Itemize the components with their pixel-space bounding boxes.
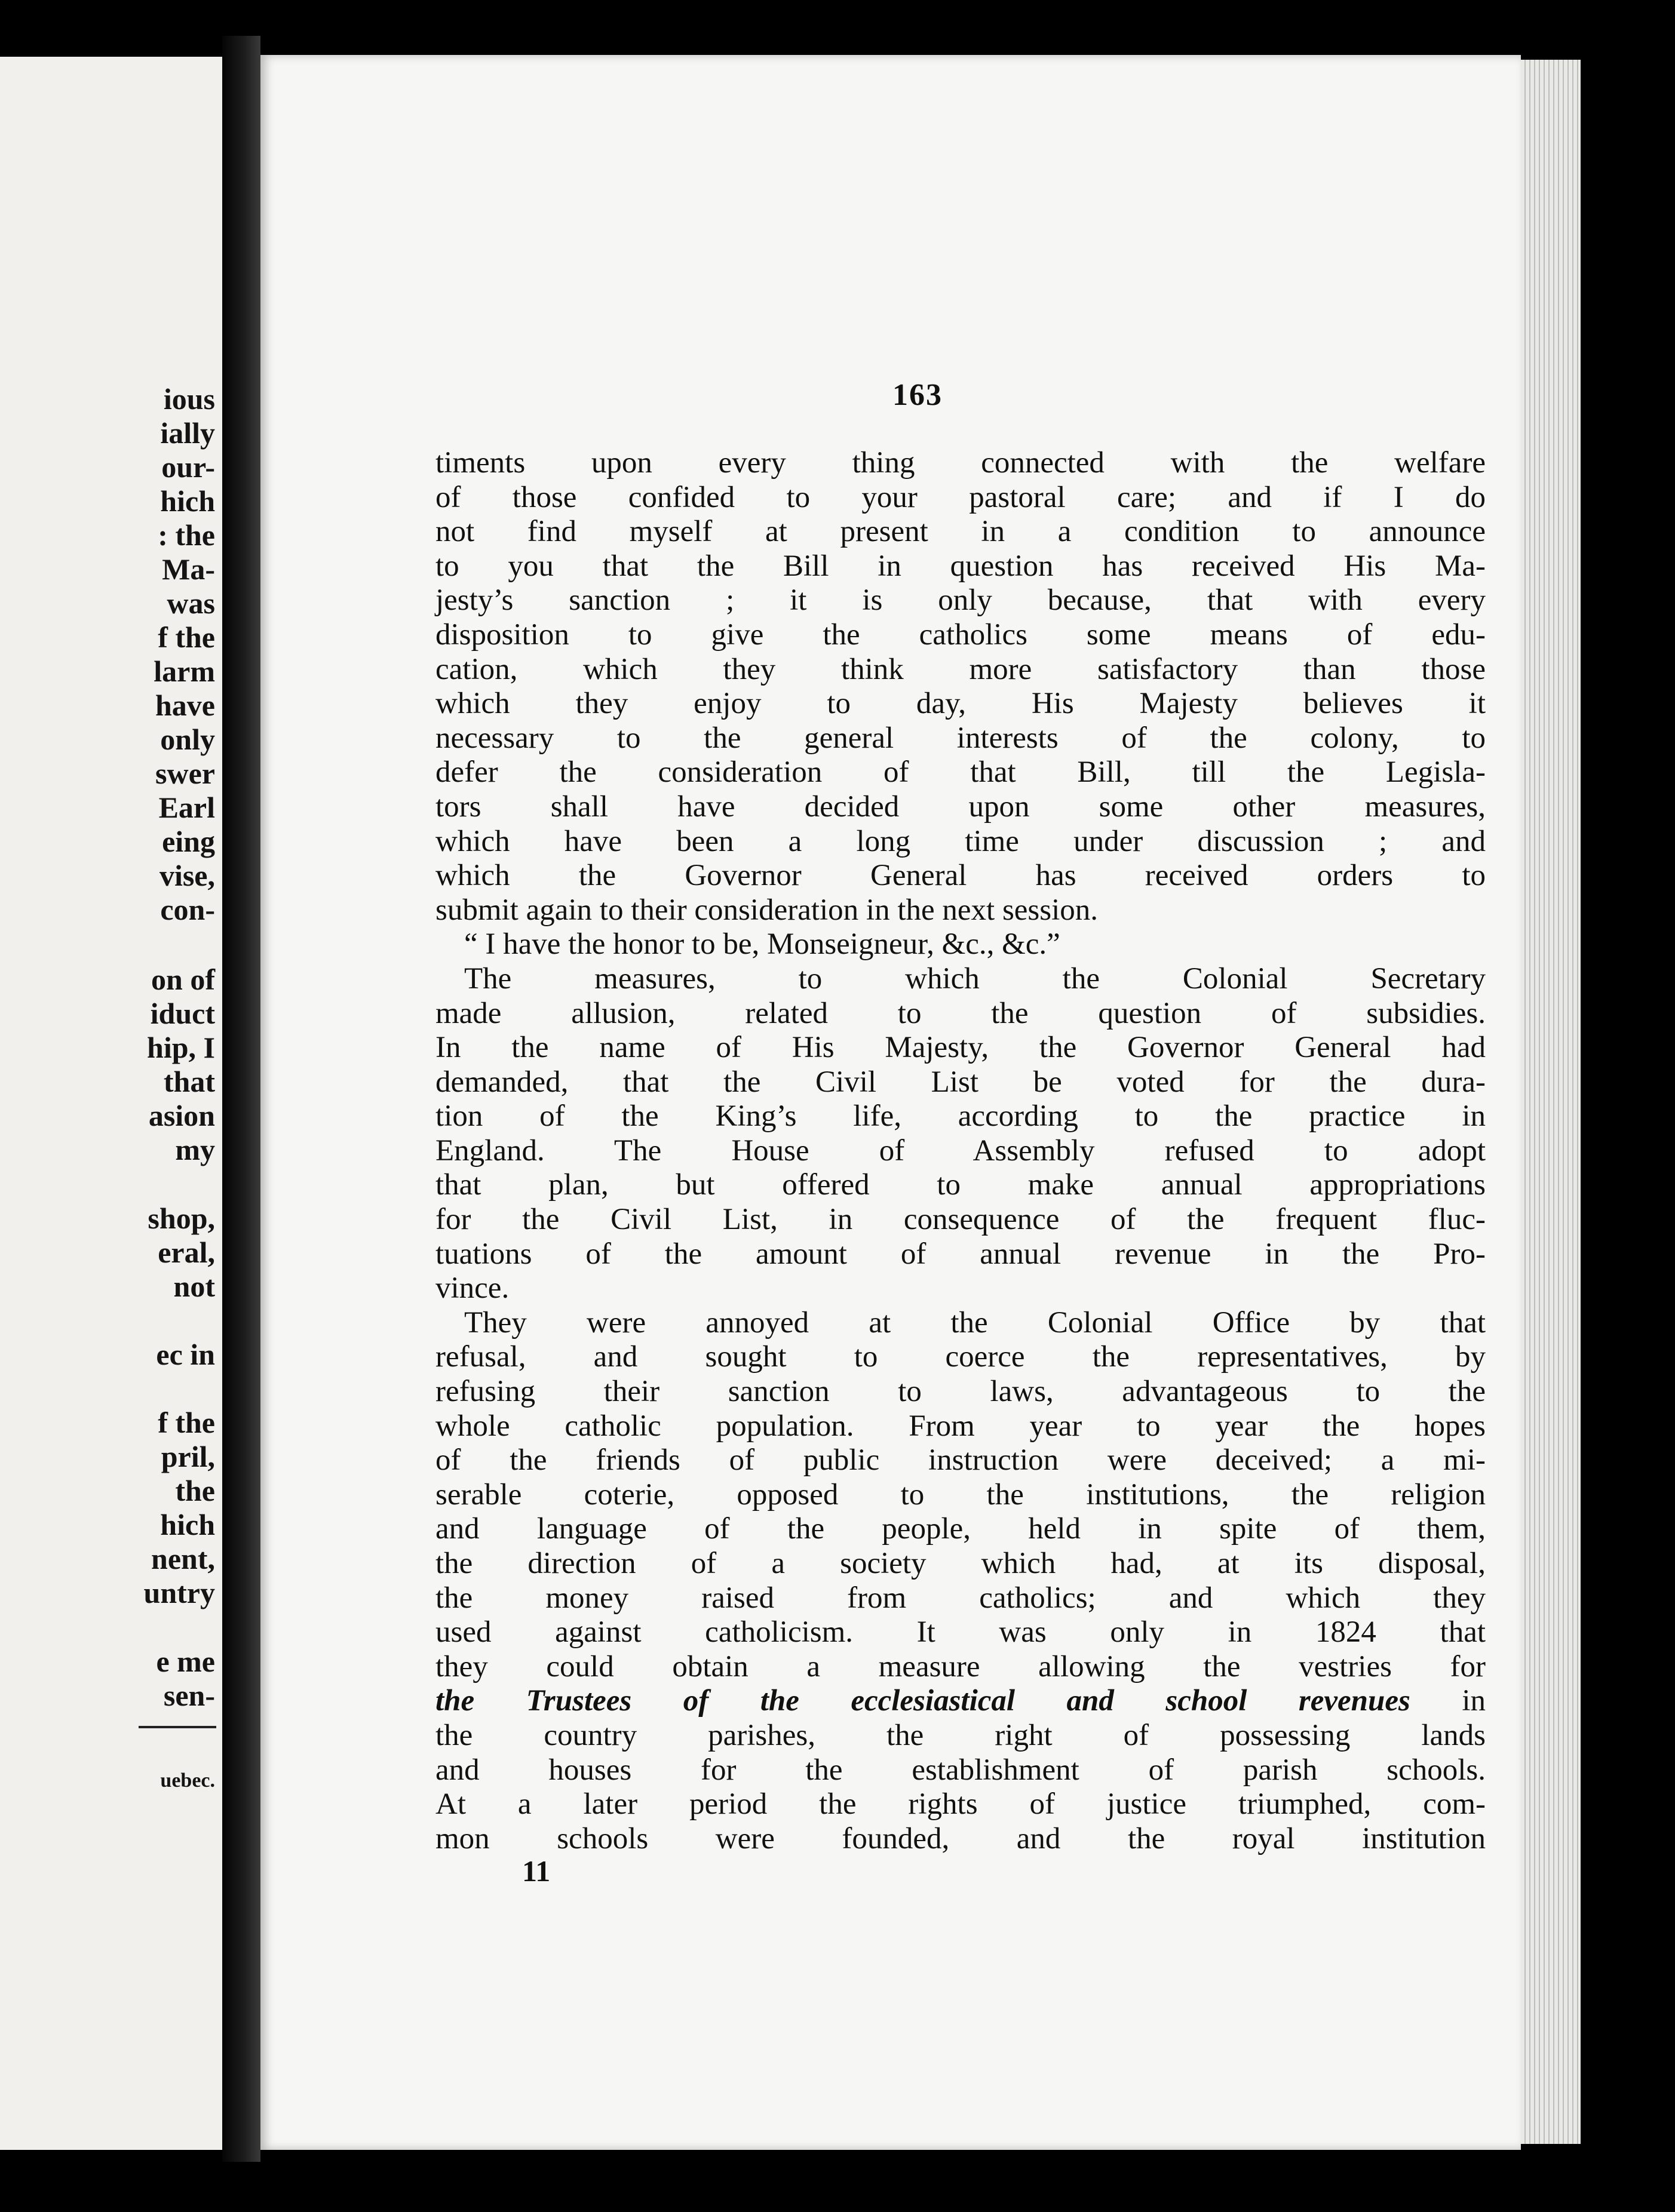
left-fragment: con- [160, 893, 215, 926]
left-fragment: uebec. [160, 1769, 215, 1792]
text-line: necessary to the general interests of the colony, to [435, 721, 1486, 755]
text-line: whole catholic population. From year to year the hopes [435, 1409, 1486, 1443]
page-number: 163 [892, 378, 943, 412]
text-line: not find myself at present in a condition to announce [435, 515, 1486, 549]
left-fragment: was [167, 586, 215, 620]
left-fragment: swer [155, 757, 215, 790]
text-line: they could obtain a measure allowing the vestries for [435, 1649, 1486, 1683]
left-fragment: larm [154, 655, 215, 688]
text-line: which have been a long time under discussion ; and [435, 824, 1486, 858]
left-fragment: on of [151, 963, 215, 996]
left-fragment: e me [156, 1645, 215, 1678]
text-line: demanded, that the Civil List be voted for the dura- [435, 1065, 1486, 1099]
left-fragment: f the [158, 1406, 215, 1439]
book-page [260, 55, 1521, 2150]
left-fragment: our- [161, 450, 215, 484]
left-fragment: f the [158, 620, 215, 654]
left-fragment: have [155, 689, 215, 722]
text-line: used against catholicism. It was only in 1824 that [435, 1615, 1486, 1649]
left-fragment: iduct [150, 997, 215, 1030]
text-line: which the Governor General has received orders to [435, 859, 1486, 893]
page-edges [1521, 60, 1581, 2144]
text-line: and language of the people, held in spite of them, [435, 1512, 1486, 1546]
left-fragment: hich [160, 1508, 215, 1541]
text-line: vince. [435, 1271, 510, 1305]
text-line: of those confided to your pastoral care; and if I do [435, 480, 1486, 514]
left-fragment: that [163, 1065, 215, 1098]
left-fragment: ious [163, 382, 215, 416]
left-fragment: only [160, 723, 215, 756]
left-fragment: vise, [159, 859, 215, 892]
left-fragment: : the [158, 518, 215, 552]
left-fragment: pril, [161, 1440, 215, 1473]
text-line: serable coterie, opposed to the institutions, the religion [435, 1477, 1486, 1511]
text-line: to you that the Bill in question has received His Ma- [435, 549, 1486, 583]
left-fragment: eing [162, 825, 215, 858]
text-line: At a later period the rights of justice triumphed, com- [435, 1787, 1486, 1821]
text-line: and houses for the establishment of parish schools. [435, 1753, 1486, 1787]
text-line: The measures, to which the Colonial Secretary [464, 961, 1486, 996]
text-line: tion of the King’s life, according to the practice in [435, 1099, 1486, 1133]
text-line: the country parishes, the right of possessing lands [435, 1718, 1486, 1752]
text-line: which they enjoy to day, His Majesty believes it [435, 687, 1486, 721]
text-line: the direction of a society which had, at its disposal, [435, 1547, 1486, 1580]
text-line-rest: in [1410, 1684, 1486, 1718]
left-fragment: the [175, 1474, 215, 1507]
text-line: that plan, but offered to make annual appropriations [435, 1168, 1486, 1202]
text-line: cation, which they think more satisfactory than those [435, 652, 1486, 686]
left-fragment: ec in [156, 1338, 215, 1371]
left-fragment: untry [143, 1576, 215, 1609]
text-line [435, 1684, 1486, 1719]
text-line: submit again to their consideration in the next session. [435, 893, 1099, 927]
left-fragment: hich [160, 484, 215, 518]
left-fragment: hip, I [147, 1031, 215, 1064]
left-fragment: shop, [148, 1202, 215, 1235]
body-text [435, 446, 1486, 1856]
text-line: tuations of the amount of annual revenue in the Pro- [435, 1237, 1486, 1271]
text-line: England. The House of Assembly refused to adopt [435, 1133, 1486, 1168]
left-fragment: Ma- [162, 552, 215, 586]
text-line: tors shall have decided upon some other measures, [435, 789, 1486, 824]
book-gutter [222, 36, 260, 2162]
text-line: jesty’s sanction ; it is only because, that with every [435, 583, 1486, 617]
left-fragment: ially [160, 416, 215, 450]
left-fragment: Earl [158, 791, 215, 824]
left-fragment: eral, [158, 1236, 215, 1269]
left-fragment: not [173, 1270, 215, 1303]
text-line: In the name of His Majesty, the Governor General had [435, 1031, 1486, 1065]
left-fragment: asion [148, 1099, 215, 1132]
left-fragment: my [175, 1133, 215, 1166]
text-line: timents upon every thing connected with the welfare [435, 446, 1486, 480]
signature-mark: 11 [522, 1854, 551, 1888]
left-footnote-rule [139, 1726, 216, 1728]
text-line: for the Civil List, in consequence of the frequent fluc- [435, 1203, 1486, 1237]
text-line: mon schools were founded, and the royal institution [435, 1821, 1486, 1855]
text-line: refusal, and sought to coerce the representatives, by [435, 1340, 1486, 1374]
left-fragment: nent, [151, 1542, 215, 1575]
text-line: made allusion, related to the question of subsidies. [435, 996, 1486, 1030]
text-line: “ I have the honor to be, Monseigneur, &c., &c.” [464, 927, 1060, 961]
previous-page-fragment [0, 57, 222, 2150]
text-line: disposition to give the catholics some means of edu- [435, 617, 1486, 652]
text-line: of the friends of public instruction were deceived; a mi- [435, 1443, 1486, 1477]
left-fragment: sen- [163, 1679, 215, 1712]
italic-phrase: the Trustees of the ecclesiastical and school revenues [435, 1684, 1410, 1718]
text-line: refusing their sanction to laws, advantageous to the [435, 1375, 1486, 1409]
text-line: the money raised from catholics; and which they [435, 1581, 1486, 1615]
text-line: They were annoyed at the Colonial Office by that [464, 1305, 1486, 1340]
text-line: defer the consideration of that Bill, till the Legisla- [435, 755, 1486, 789]
